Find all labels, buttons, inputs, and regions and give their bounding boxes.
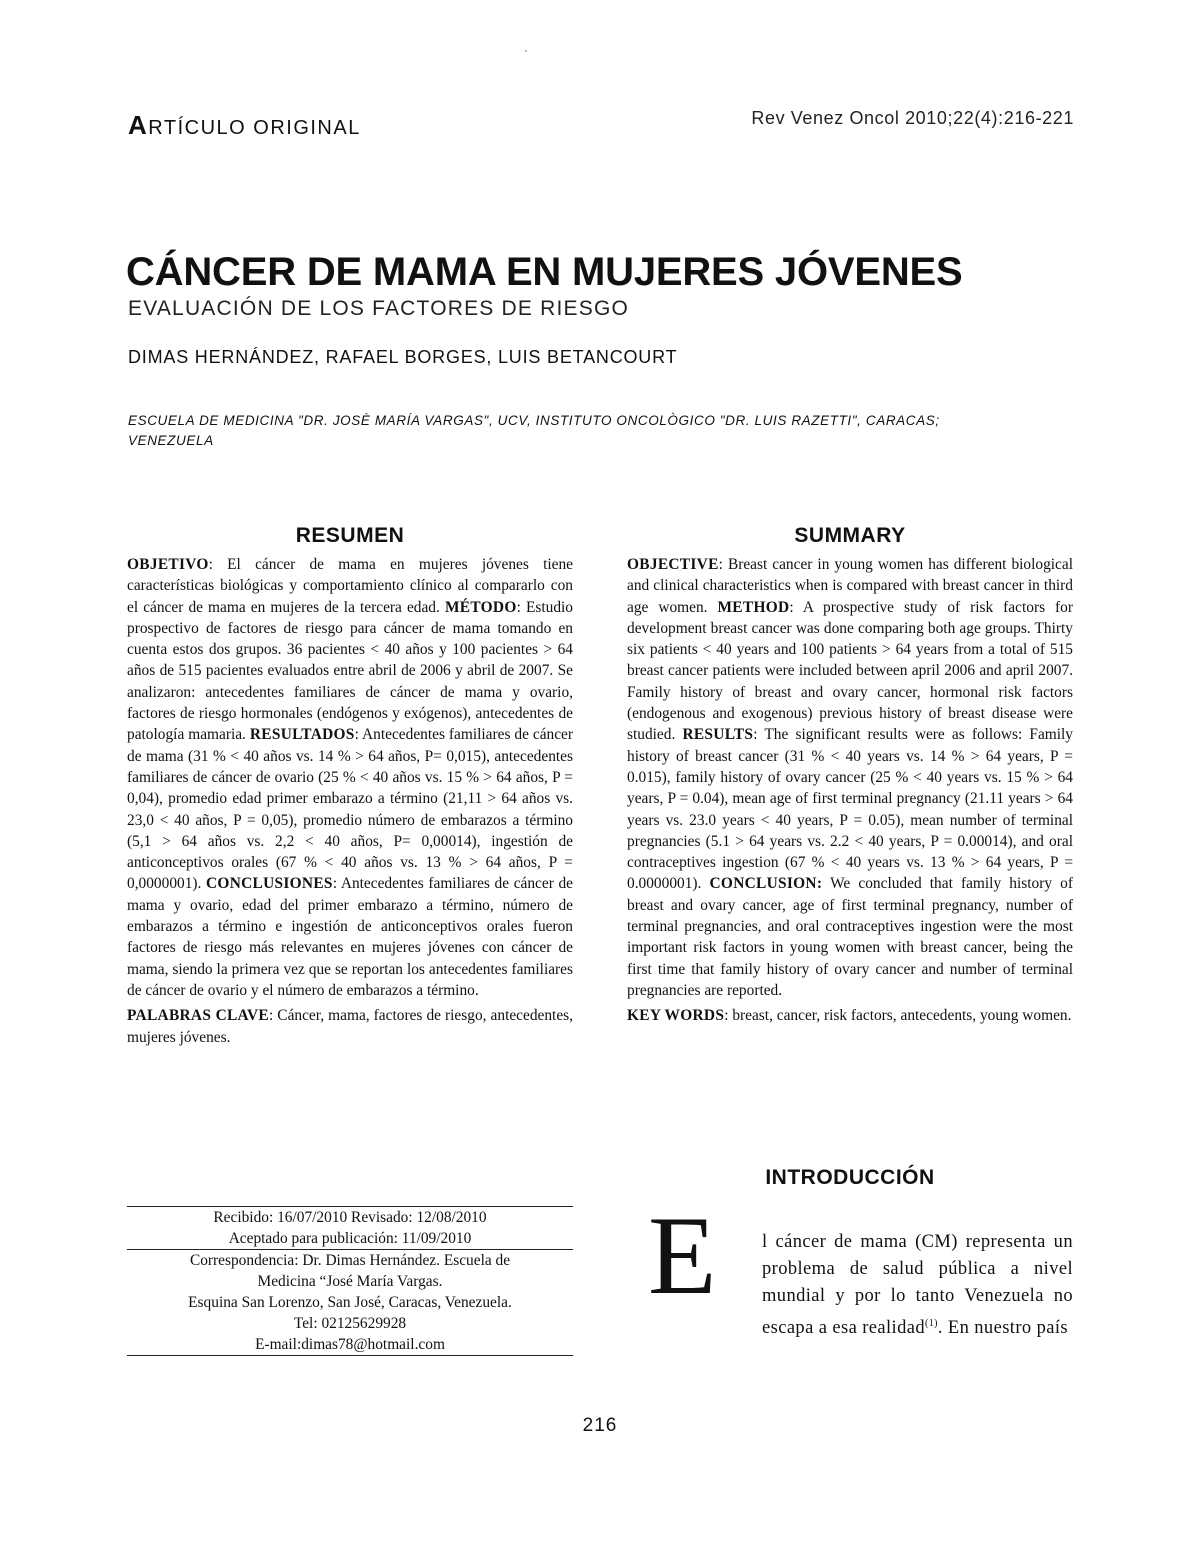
summary-abstract [627, 554, 1073, 1001]
email-address: E-mail:dimas78@hotmail.com [255, 1336, 445, 1353]
introduccion-heading: INTRODUCCIÓN [765, 1166, 935, 1189]
resultados-text: : Antecedentes familiares de cáncer de mama (31 % < 40 años vs. 14 % > 64 años, P= 0,015), antecedentes familiares de cáncer de ovario (25 % < 40 años vs. 15 % > 64 años, P = 0,04), promedio edad primer embarazo a término (21,11 > 64 años vs. 23,0 < 40 años, P = 0,05), promedio número de embarazos a término (5,1 > 64 años vs. 2,2 < 40 años, P= 0,00014), ingestión de anticonceptivos orales (67 % < 40 años vs. 13 % > 64 años, P = 0,0000001). [127, 726, 574, 893]
page-number: 216 [582, 1415, 618, 1436]
bottom-rule [127, 1355, 573, 1356]
conclusiones-text: : Antecedentes familiares de cáncer de mama y ovario, edad del primer embarazo a término, número de embarazos a término e ingestión de anticonceptivos orales fueron factores de riesgo más relevantes en mujeres jóvenes con cáncer de mama, siendo la primera vez que se reportan los antecedentes familiares de cáncer de ovario y el número de embarazos a término. [127, 875, 573, 999]
objective-label: OBJECTIVE [627, 556, 719, 573]
reference-marker: (1) [924, 1318, 938, 1329]
method-text: : A prospective study of risk factors for development breast cancer was done comparing both age groups. Thirty six patients < 40 years and 100 patients > 64 years from a total of 515 breast cancer patients were included between april 2006 and april 2007. Family history of breast and ovary cancer, hormonal risk factors (endogenous and exogenous) previous history of breast disease were studied. [627, 598, 1073, 744]
conclusion-label: CONCLUSION: [709, 875, 823, 893]
journal-citation: Rev Venez Oncol 2010;22(4):216-221 [751, 108, 1074, 128]
article-title: CÁNCER DE MAMA EN MUJERES JÓVENES [126, 250, 963, 294]
method-label: METHOD [717, 598, 790, 616]
objetivo-text: : El cáncer de mama en mujeres jóvenes tiene características biológicas y comportamiento clínico al compararlo con el cáncer de mama en mujeres de la tercera edad. [127, 556, 573, 616]
resumen-heading: RESUMEN [295, 524, 405, 547]
received-info-box [127, 1206, 573, 1356]
palabras-clave [127, 1005, 573, 1048]
intro-text-start: l cáncer de mama (CM) representa un problema de salud pública a nivel mundial y por lo tanto Venezuela no escapa a esa realidad [762, 1232, 1073, 1339]
metodo-text: : Estudio prospectivo de factores de riesgo para cáncer de mama tomando en cuenta estos dos grupos. 36 pacientes < 40 años y 100 pacientes > 64 años de 515 pacientes evaluados entre abril de 2006 y abril de 2007. Se analizaron: antecedentes familiares de cáncer de mama y ovario, factores de riesgo hormonales (endógenos y exógenos), antecedentes de patología mamaria. [127, 598, 573, 744]
results-label: RESULTS [682, 726, 754, 744]
telephone: Tel: 02125629928 [293, 1315, 407, 1332]
key-words [627, 1005, 1073, 1026]
section-label-rest: RTÍCULO ORIGINAL [148, 117, 361, 139]
objective-text: : Breast cancer in young women has different biological and clinical characteristics when is compared with breast cancer in third age women. [627, 556, 1073, 616]
intro-text-end: . En nuestro país [937, 1318, 1068, 1339]
palabras-text: : Cáncer, mama, factores de riesgo, antecedentes, mujeres jóvenes. [127, 1007, 574, 1046]
article-subtitle: EVALUACIÓN DE LOS FACTORES DE RIESGO [128, 297, 630, 320]
section-label [128, 110, 361, 141]
postal-address: Esquina San Lorenzo, San José, Caracas, Venezuela. [188, 1294, 512, 1311]
keywords-text: : breast, cancer, risk factors, antecedents, young women. [724, 1007, 1072, 1025]
accepted-date: Aceptado para publicación: 11/09/2010 [228, 1230, 472, 1247]
palabras-label: PALABRAS CLAVE [127, 1007, 269, 1025]
author-affiliation: ESCUELA DE MEDICINA "DR. JOSÈ MARÍA VARGAS", UCV, INSTITUTO ONCOLÒGICO "DR. LUIS RAZETTI", CARACAS; VENEZUELA [128, 413, 940, 448]
received-dates: Recibido: 16/07/2010 Revisado: 12/08/2010 [213, 1209, 487, 1226]
author-list: DIMAS HERNÁNDEZ, RAFAEL BORGES, LUIS BETANCOURT [128, 347, 678, 367]
correspondence-line-2: Medicina “José María Vargas. [257, 1273, 443, 1290]
introduccion-paragraph [762, 1229, 1073, 1342]
resumen-abstract [127, 554, 573, 1001]
conclusion-text: We concluded that family history of breast and ovary cancer, age of first terminal pregnancy, number of terminal pregnancies, and oral contraceptives ingestion were the most important risk factors in young women with breast cancer, being the first time that family history of ovary cancer and number of terminal pregnancies are reported. [627, 875, 1073, 999]
drop-cap: E [648, 1194, 717, 1318]
summary-heading: SUMMARY [794, 524, 906, 547]
summary-column [627, 522, 1073, 1027]
scan-mark [525, 50, 527, 52]
keywords-label: KEY WORDS [627, 1007, 725, 1025]
results-text: : The significant results were as follows: Family history of breast cancer (31 % < 40 years vs. 14 % > 64 years, P = 0.015), family history of ovary cancer (25 % < 40 years vs. 15 % > 64 years, P = 0.04), mean age of first terminal pregnancy (21.11 years > 64 years vs. 23.0 years < 40 years, P = 0.05), mean number of terminal pregnancies (5.1 > 64 years vs. 2.2 < 40 years, P = 0.00014), and oral contraceptives ingestion (67 % < 40 years vs. 13 % > 64 years, P = 0.0000001). [627, 726, 1073, 893]
metodo-label: MÉTODO [444, 598, 517, 616]
correspondence-line-1: Correspondencia: Dr. Dimas Hernández. Escuela de [189, 1252, 511, 1269]
resultados-label: RESULTADOS [249, 726, 355, 744]
resumen-column [127, 522, 573, 1048]
conclusiones-label: CONCLUSIONES [206, 875, 333, 893]
section-label-initial: A [128, 110, 149, 140]
objetivo-label: OBJETIVO [127, 556, 209, 573]
